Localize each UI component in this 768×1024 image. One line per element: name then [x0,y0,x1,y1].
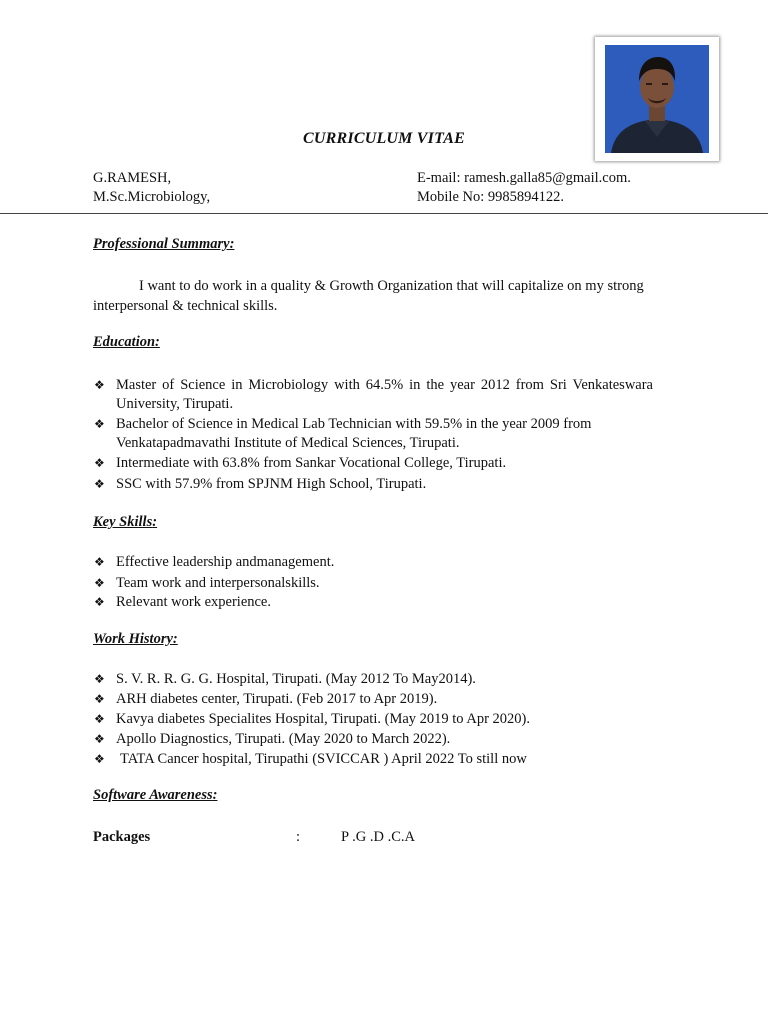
summary-text: I want to do work in a quality & Growth Organization that will capitalize on my strong interpersonal & technical skills. [93,278,644,314]
list-item: ❖ Master of Science in Microbiology with 64.5% in the year 2012 from Sri Venkateswara University, Tirupati. [94,377,653,412]
diamond-bullet-icon: ❖ [94,595,105,609]
list-item: ❖ S. V. R. R. G. G. Hospital, Tirupati. (May 2012 To May2014). [94,671,476,687]
list-item: ❖ ARH diabetes center, Tirupati. (Feb 2017 to Apr 2019). [94,691,438,707]
document-title: CURRICULUM VITAE [303,130,465,147]
diamond-bullet-icon: ❖ [94,692,105,706]
list-item: ❖ Intermediate with 63.8% from Sankar Vocational College, Tirupati. [94,455,507,471]
list-item: ❖ TATA Cancer hospital, Tirupathi (SVICCAR ) April 2022 To still now [94,751,527,767]
work-heading: Work History: [93,631,178,647]
list-item: ❖ Bachelor of Science in Medical Lab Technician with 59.5% in the year 2009 from Venkatapadmavathi Institute of Medical Sciences, Tirupati. [94,416,592,451]
list-item: ❖ Apollo Diagnostics, Tirupati. (May 2020 to March 2022). [94,731,451,747]
email-address: E-mail: ramesh.galla85@gmail.com. [417,170,631,186]
list-item: ❖ Kavya diabetes Specialites Hospital, Tirupati. (May 2019 to Apr 2020). [94,711,531,727]
list-item: ❖ Team work and interpersonalskills. [94,575,320,591]
summary-heading: Professional Summary: [93,236,235,252]
candidate-degree: M.Sc.Microbiology, [93,189,211,205]
packages-label: Packages [93,829,151,845]
diamond-bullet-icon: ❖ [94,378,105,392]
diamond-bullet-icon: ❖ [94,732,105,746]
diamond-bullet-icon: ❖ [94,417,105,431]
mobile-number: Mobile No: 9985894122. [417,189,565,205]
diamond-bullet-icon: ❖ [94,555,105,569]
diamond-bullet-icon: ❖ [94,752,105,766]
skills-heading: Key Skills: [93,514,158,530]
skills-list [93,553,673,612]
work-list [93,670,673,769]
education-heading: Education: [93,334,160,350]
education-list [93,376,673,494]
diamond-bullet-icon: ❖ [94,576,105,590]
list-item: ❖ SSC with 57.9% from SPJNM High School, Tirupati. [94,476,427,492]
header-divider [0,213,768,214]
list-item: ❖ Effective leadership andmanagement. [94,554,335,570]
candidate-name: G.RAMESH, [93,170,172,186]
packages-value: P .G .D .C.A [341,829,415,845]
diamond-bullet-icon: ❖ [94,477,105,491]
list-item: ❖ Relevant work experience. [94,594,271,610]
diamond-bullet-icon: ❖ [94,672,105,686]
diamond-bullet-icon: ❖ [94,712,105,726]
diamond-bullet-icon: ❖ [94,456,105,470]
software-heading: Software Awareness: [93,787,218,803]
packages-separator: : [296,829,301,845]
